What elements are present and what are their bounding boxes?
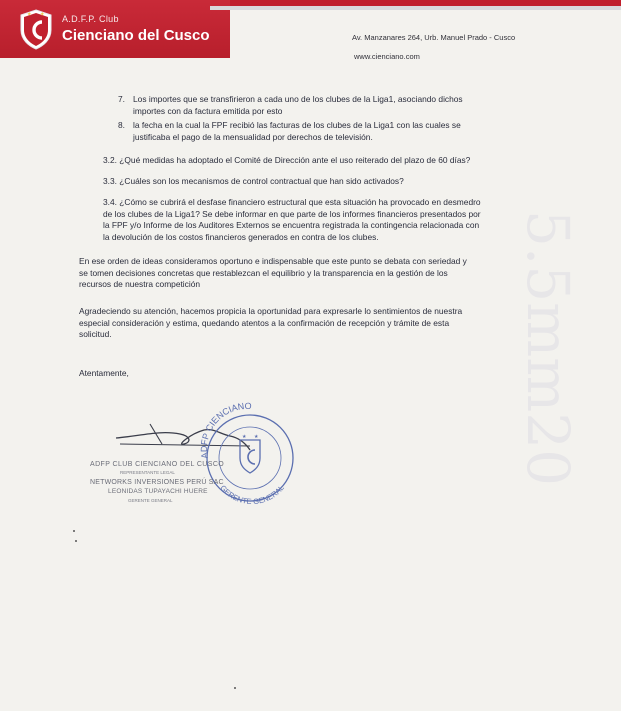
list-item-number: 8. [118,120,125,130]
paragraph-line: En ese orden de ideas consideramos oportuno e indispensable que este punto se debata con seriedad y [79,256,467,266]
header-website: www.cienciano.com [354,52,420,61]
speck [234,687,236,689]
club-name: Cienciano del Cusco [62,27,210,44]
signature-and-seal [80,400,310,520]
header-address: Av. Manzanares 264, Urb. Manuel Prado - Cusco [352,33,516,42]
stamp-name-line: LEONIDAS TUPAYACHI HUERE [108,488,208,495]
question-3-4 [103,197,515,243]
question-line: de los clubes de la Liga1? Se debe informar en que parte de los informes financieros presentados por [103,208,481,219]
paragraph-conclusion [79,256,515,291]
question-line: 3.4. ¿Cómo se cubrirá el desfase financiero estructural que esta situación ha provocado en desmedro [103,197,481,207]
seal-crest-letter-icon [248,450,255,464]
speck [73,530,75,532]
speck [75,540,77,542]
paragraph-line: recursos de nuestra competición [79,279,201,289]
paragraph-line: especial consideración y estima, quedando atentos a la confirmación de recepción y trámite de esta [79,317,450,328]
list-item-line: la fecha en la cual la FPF recibió las facturas de los clubes de la Liga1 con las cuales se [133,120,461,130]
letterhead [0,0,621,61]
question-3-3: 3.3. ¿Cuáles son los mecanismos de control contractual que han sido activados? [103,176,404,186]
question-line: la FPF y/o Informe de los Auditores Externos se encuentra registrada la contingencia relacionada con [103,220,480,230]
club-abbreviation: A.D.F.P. Club [62,14,119,24]
paragraph-thanks [79,306,515,341]
signature-icon [116,430,250,450]
question-3-2: 3.2. ¿Qué medidas ha adoptado el Comité de Dirección ante el uso reiterado del plazo de 60 días? [103,155,471,165]
list-item [133,120,513,143]
paragraph-line: Agradeciendo su atención, hacemos propicia la oportunidad para expresarle lo sentimientos de nuestra [79,306,463,316]
stamp-title-line: GERENTE GENERAL [128,498,173,503]
watermark: 5.5mm20 [514,210,582,487]
seal-star-icon: ★ [254,434,259,440]
letterhead-stripe-grey [210,6,621,10]
list-item [133,94,513,117]
paragraph-line: solicitud. [79,329,112,339]
stamp-company-line: NETWORKS INVERSIONES PERÚ SAC [90,479,224,486]
paragraph-line: se tomen decisiones concretas que restablezcan el equilibrio y la transparencia en la gestión de los [79,267,448,278]
seal-inner-ring-icon [219,427,281,489]
seal-top-text: ADFP CIENCIANO [198,400,252,460]
seal-crest-icon [240,440,260,473]
seal-bottom-text: GERENTE GENERAL [218,483,286,507]
list-item-line: justificaba el pago de la mensualidad por derechos de televisión. [133,131,373,142]
list-item-line: Los importes que se transfirieron a cada uno de los clubes de la Liga1, asociando dichos [133,94,463,104]
seal-star-icon: ★ [242,434,247,440]
list-item-number: 7. [118,94,125,104]
svg-text:★: ★ [40,11,45,18]
stamp-role-line: REPRESENTANTE LEGAL [120,470,175,475]
list-item-line: importes con da factura emitida por esto [133,105,283,116]
closing-salutation: Atentamente, [79,368,129,378]
svg-text:★: ★ [27,11,32,18]
club-crest-icon [18,8,54,50]
question-line: la devolución de los costos financieros generados en contra de los clubes. [103,231,379,242]
stamp-club-line: ADFP CLUB CIENCIANO DEL CUSCO [90,461,225,468]
